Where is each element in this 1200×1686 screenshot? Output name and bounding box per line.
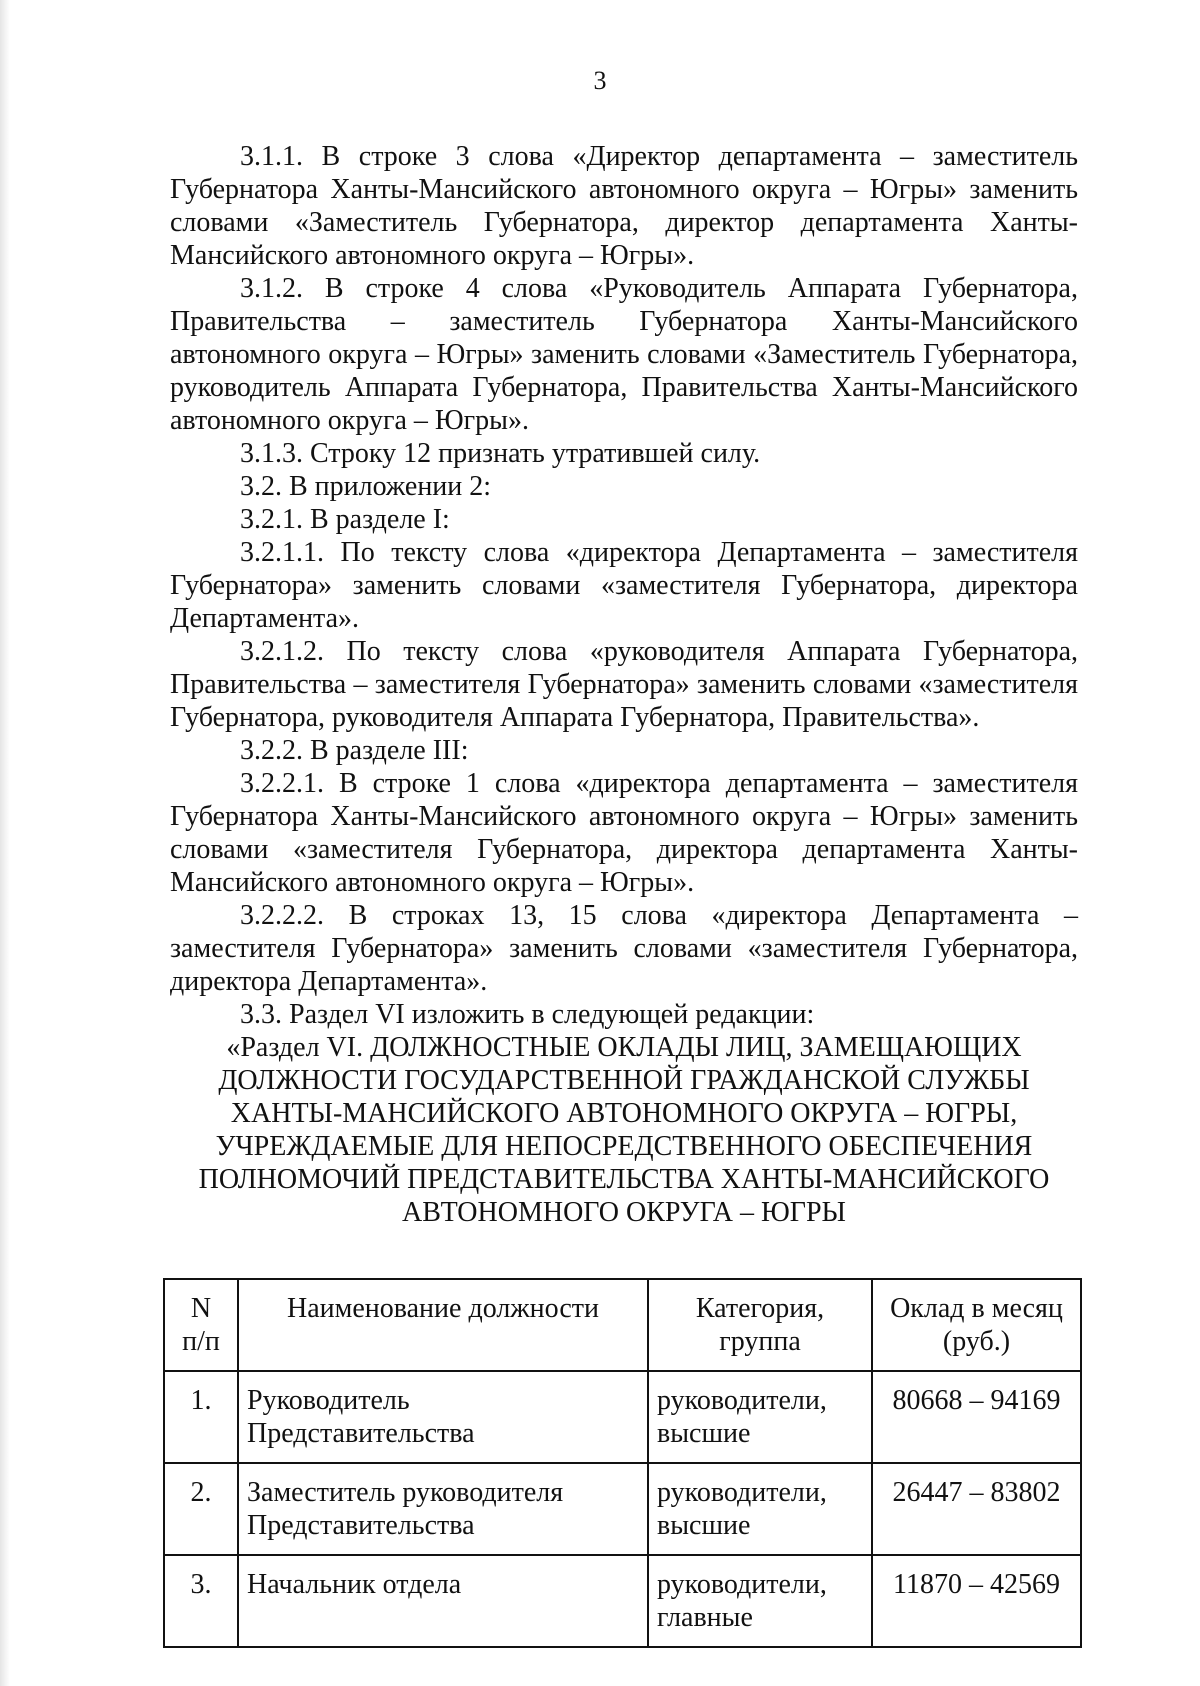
row-category-line: руководители, (657, 1477, 827, 1508)
header-category-line: группа (719, 1326, 801, 1357)
row-category-line: руководители, (657, 1385, 827, 1416)
section-heading-line: ХАНТЫ-МАНСИЙСКОГО АВТОНОМНОГО ОКРУГА – ЮГРЫ, (230, 1098, 1018, 1129)
document-body (170, 140, 1078, 1229)
row-position-line: Начальник отдела (247, 1569, 462, 1600)
header-position-line: Наименование должности (287, 1293, 599, 1324)
section-heading-line: ПОЛНОМОЧИЙ ПРЕДСТАВИТЕЛЬСТВА ХАНТЫ-МАНСИЙСКОГО (198, 1164, 1050, 1195)
row-position-line: Руководитель (247, 1385, 410, 1416)
header-number-line: N (190, 1293, 212, 1324)
row-category (648, 1371, 872, 1463)
section-heading (170, 1031, 1078, 1229)
salary-table (163, 1278, 1082, 1648)
row-category-line: руководители, (657, 1569, 827, 1600)
section-heading-line: УЧРЕЖДАЕМЫЕ ДЛЯ НЕПОСРЕДСТВЕННОГО ОБЕСПЕЧЕНИЯ (215, 1131, 1033, 1162)
paragraph-3-2-1-1: 3.2.1.1. По тексту слова «директора Департамента – заместителя Губернатора» заменить словами «заместителя Губернатора, директора Департамента». (170, 537, 1078, 634)
row-position (238, 1555, 648, 1647)
section-heading-line: АВТОНОМНОГО ОКРУГА – ЮГРЫ (402, 1197, 846, 1228)
paragraph-3-1-3: 3.1.3. Строку 12 признать утратившей силу. (240, 438, 761, 469)
row-category-line: главные (657, 1602, 753, 1633)
paragraph-3-2-2: 3.2.2. В разделе III: (240, 735, 469, 766)
table-header-row (164, 1279, 1081, 1371)
section-heading-line: «Раздел VI. ДОЛЖНОСТНЫЕ ОКЛАДЫ ЛИЦ, ЗАМЕЩАЮЩИХ (226, 1032, 1022, 1063)
header-category (648, 1279, 872, 1371)
row-number: 1. (164, 1371, 238, 1463)
paragraph-3-2-1: 3.2.1. В разделе I: (240, 504, 450, 535)
row-category (648, 1463, 872, 1555)
header-salary (872, 1279, 1081, 1371)
row-salary: 26447 – 83802 (872, 1463, 1081, 1555)
table-row (164, 1463, 1081, 1555)
paragraph-3-1-2: 3.1.2. В строке 4 слова «Руководитель Аппарата Губернатора, Правительства – заместитель Губернатора Ханты-Мансийского автономного округа – Югры» заменить словами «Заместитель Губернатора, руководитель Аппарата Губернатора, Правительства Ханты-Мансийского автономного округа – Югры». (170, 273, 1078, 436)
paragraph-3-2-2-2: 3.2.2.2. В строках 13, 15 слова «директора Департамента – заместителя Губернатора» заменить словами «заместителя Губернатора, директора Департамента». (170, 900, 1078, 997)
row-position-line: Представительства (247, 1418, 475, 1449)
row-category (648, 1555, 872, 1647)
row-position (238, 1371, 648, 1463)
paragraph-3-2: 3.2. В приложении 2: (240, 471, 492, 502)
header-category-line: Категория, (695, 1293, 825, 1324)
table-row (164, 1555, 1081, 1647)
header-salary-line: (руб.) (942, 1326, 1011, 1357)
section-heading-line: ДОЛЖНОСТИ ГОСУДАРСТВЕННОЙ ГРАЖДАНСКОЙ СЛУЖБЫ (218, 1065, 1030, 1096)
row-category-line: высшие (657, 1510, 751, 1541)
scan-edge-shadow (0, 0, 10, 1686)
paragraph-3-1-1: 3.1.1. В строке 3 слова «Директор департамента – заместитель Губернатора Ханты-Мансийского автономного округа – Югры» заменить словами «Заместитель Губернатора, директор департамента Ханты-Мансийского автономного округа – Югры». (170, 141, 1078, 271)
header-position (238, 1279, 648, 1371)
paragraph-3-3: 3.3. Раздел VI изложить в следующей редакции: (240, 999, 815, 1030)
row-number: 3. (164, 1555, 238, 1647)
header-salary-line: Оклад в месяц (890, 1293, 1063, 1324)
row-position-line: Заместитель руководителя (247, 1477, 564, 1508)
row-position-line: Представительства (247, 1510, 475, 1541)
header-number (164, 1279, 238, 1371)
row-position (238, 1463, 648, 1555)
page-number: 3 (593, 66, 607, 95)
paragraph-3-2-1-2: 3.2.1.2. По тексту слова «руководителя Аппарата Губернатора, Правительства – заместителя Губернатора» заменить словами «заместителя Губернатора, руководителя Аппарата Губернатора, Правительства». (170, 636, 1078, 733)
row-salary: 80668 – 94169 (872, 1371, 1081, 1463)
row-category-line: высшие (657, 1418, 751, 1449)
paragraph-3-2-2-1: 3.2.2.1. В строке 1 слова «директора департамента – заместителя Губернатора Ханты-Мансийского автономного округа – Югры» заменить словами «заместителя Губернатора, директора департамента Ханты-Мансийского автономного округа – Югры». (170, 768, 1078, 898)
table-row (164, 1371, 1081, 1463)
row-salary: 11870 – 42569 (872, 1555, 1081, 1647)
row-number: 2. (164, 1463, 238, 1555)
header-number-line: п/п (182, 1326, 220, 1357)
